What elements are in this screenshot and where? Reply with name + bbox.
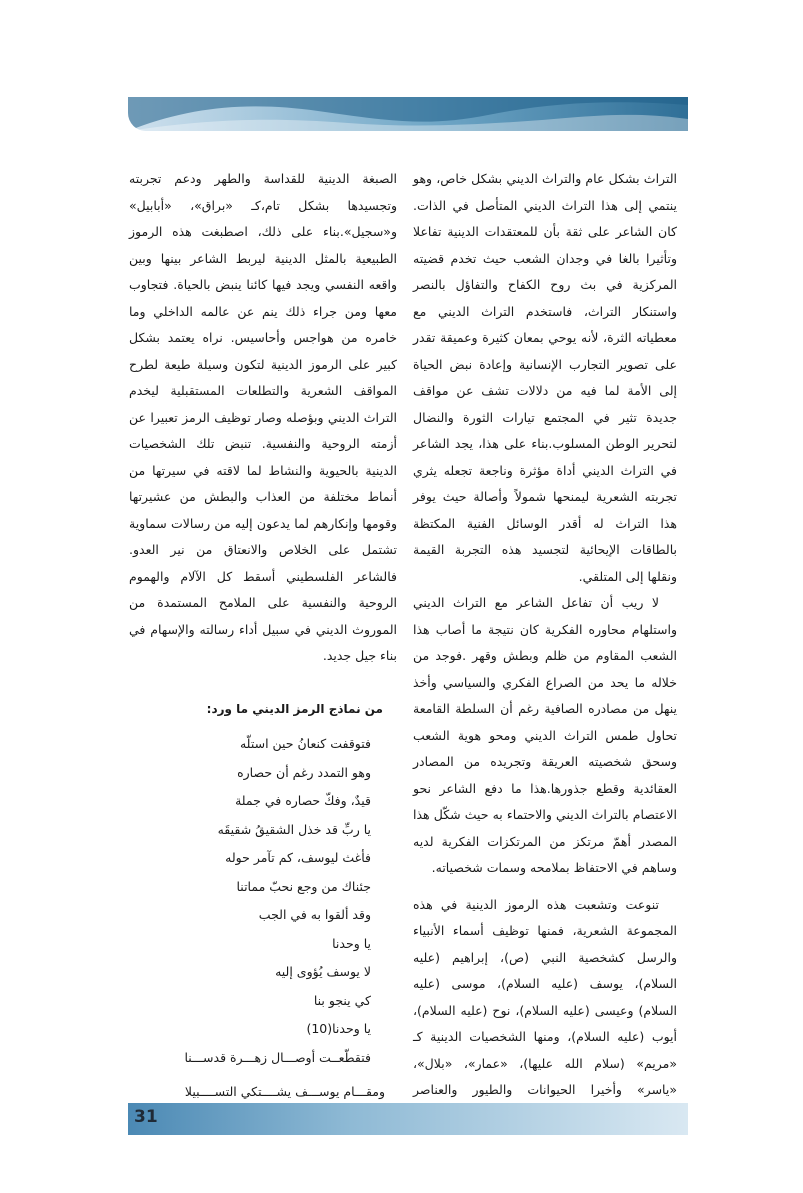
footer-bar <box>128 1103 688 1135</box>
poem-line: كي ينجو بنا <box>313 992 371 1008</box>
poem-line: فأغث ليوسف، كم تآمر حوله <box>225 850 371 865</box>
right-column <box>413 166 677 1130</box>
poem-line: قيدٌ، وفكّ حصاره في جملة <box>235 793 371 808</box>
poem-line: يا وحدنا(10) <box>306 1021 371 1036</box>
paragraph: التراث بشكل عام والتراث الديني بشكل خاص، وهو ينتمي إلى هذا التراث الديني المتأصل في الذات. كان الشاعر على ثقة بأن للمعتقدات الدينية تفاعلا وتأثيرا بالغا في وجدان الشعب حيث تخدم قضيته المركزية في بث روح الكفاح والتفاؤل بالنصر واستنكار التراث، فاستخدم التراث الديني مع معطياته الثرة، لأنه يوحي بمعان كثيرة وعميقة تقدر على تصوير التجارب الإنسانية وإعادة نبض الحياة إلى الأمة لما فيه من دلالات تشف عن مواقف جديدة تثير في المجتمع تيارات الثورة والنضال لتحرير الوطن المسلوب.بناء على هذا، يجد الشاعر في التراث الديني أداة مؤثرة وناجعة تجعله يثري تجربته الشعرية ليمنحها شمولاً وأصالة حيث يوفر هذا التراث له أقدر الوسائل الفنية المكتظة بالطاقات الإيحائية لتجسيد هذه التجربة القيمة ونقلها إلى المتلقي. <box>413 171 677 584</box>
paragraph: الصبغة الدينية للقداسة والطهر ودعم تجربته وتجسيدها بشكل تام،كـ «براق»، «أبابيل» و«سجيل».بناء على ذلك، اصطبغت هذه الرموز الطبيعية بالمثل الدينية ليربط الشاعر بينها وبين واقعه النفسي ويجد فيها كائنا ينبض بالحياة. فتجاوب معها ومن جراء ذلك ينم عن عالمه الداخلي وما خامره من هواجس وأحاسيس. نراه يعتمد بشكل كبير على الرموز الدينية لتكون وسيلة طيعة لطرح المواقف الشعرية والتطلعات المستقبلية ليخدم التراث الديني وبؤصله وصار توظيف الرمز تعبيرا عن أزمته الروحية والنفسية. تنبض تلك الشخصيات الدينية بالحيوية والنشاط لما لاقته في سيرتها من أنماط مختلفة من العذاب والبطش من عشيرتها وقومها وإنكارهم لما يدعون إليه من رسالات سماوية تشتمل على الخلاص والانعتاق من نير العدو. فالشاعر الفلسطيني أسقط كل الآلام والهموم الروحية والنفسية على الملامح المستمدة من الموروث الديني في سبيل أداء رسالته والإسهام في بناء جيل جديد. <box>129 171 397 663</box>
poem-line: فتوقفت كنعانُ حين استلّه <box>239 736 371 751</box>
page-number: 31 <box>134 1107 158 1127</box>
poem-line: فتقطّعــت أوصـــال زهـــرة قدســـنا <box>184 1049 371 1065</box>
left-column <box>129 166 397 1107</box>
poem-line: ومقـــام يوســـف يشــــتكي التســــبيلا <box>184 1084 385 1099</box>
header-banner <box>128 97 688 131</box>
poem-line: وهو التمدد رغم أن حصاره <box>237 764 371 780</box>
poem <box>129 730 397 1107</box>
paragraph: تنوعت وتشعبت هذه الرموز الدينية في هذه المجموعة الشعرية، فمنها توظيف أسماء الأنبياء والرسل كشخصية النبي (ص)، إبراهيم (عليه السلام)، يوسف (عليه السلام)، موسى (عليه السلام) وعيسى (عليه السلام)، نوح (عليه السلام)، أيوب (عليه السلام)، ومنها الشخصيات الدينية كـ «مريم» (سلام الله عليها)، «عمار»، «بلال»، «ياسر» وأخيرا الحيوانات والطيور والعناصر <box>413 896 677 1097</box>
poem-line: لا يوسف يُؤوى إليه <box>275 964 371 979</box>
poem-line: جئناك من وجع نحبّ مماتنا <box>236 878 371 894</box>
poem-heading: من نماذج الرمز الديني ما ورد: <box>206 701 383 716</box>
poem-line: يا ربِّ قد خذل الشقيقُ شقيقَه <box>217 821 371 837</box>
paragraph: لا ريب أن تفاعل الشاعر مع التراث الديني واستلهام محاوره الفكرية كان نتيجة ما أصاب هذا الشعب المقاوم من ظلم وبطش وقهر .فوجد من خلاله ما يحد من الصراع الفكري والسياسي وأخذ ينهل من مصادره الصافية رغم أن السلطة القامعة تحاول طمس التراث الديني ومحو هوية الشعب وسحق شخصيته العريقة وتجريده من المصادر العقائدية وقطع جذورها.هذا ما دفع الشاعر نحو الاعتصام بالتراث الديني والاحتماء به حيث شكّل هذا المصدر أهمّ مرتكز من المرتكزات الفكرية لديه وساهم في الاحتفاظ بملامحه وسمات شخصياته. <box>413 595 677 875</box>
poem-line: يا وحدنا <box>332 935 371 951</box>
poem-line: وقد ألقوا به في الجب <box>258 907 371 922</box>
header-wave-decoration <box>128 97 688 131</box>
